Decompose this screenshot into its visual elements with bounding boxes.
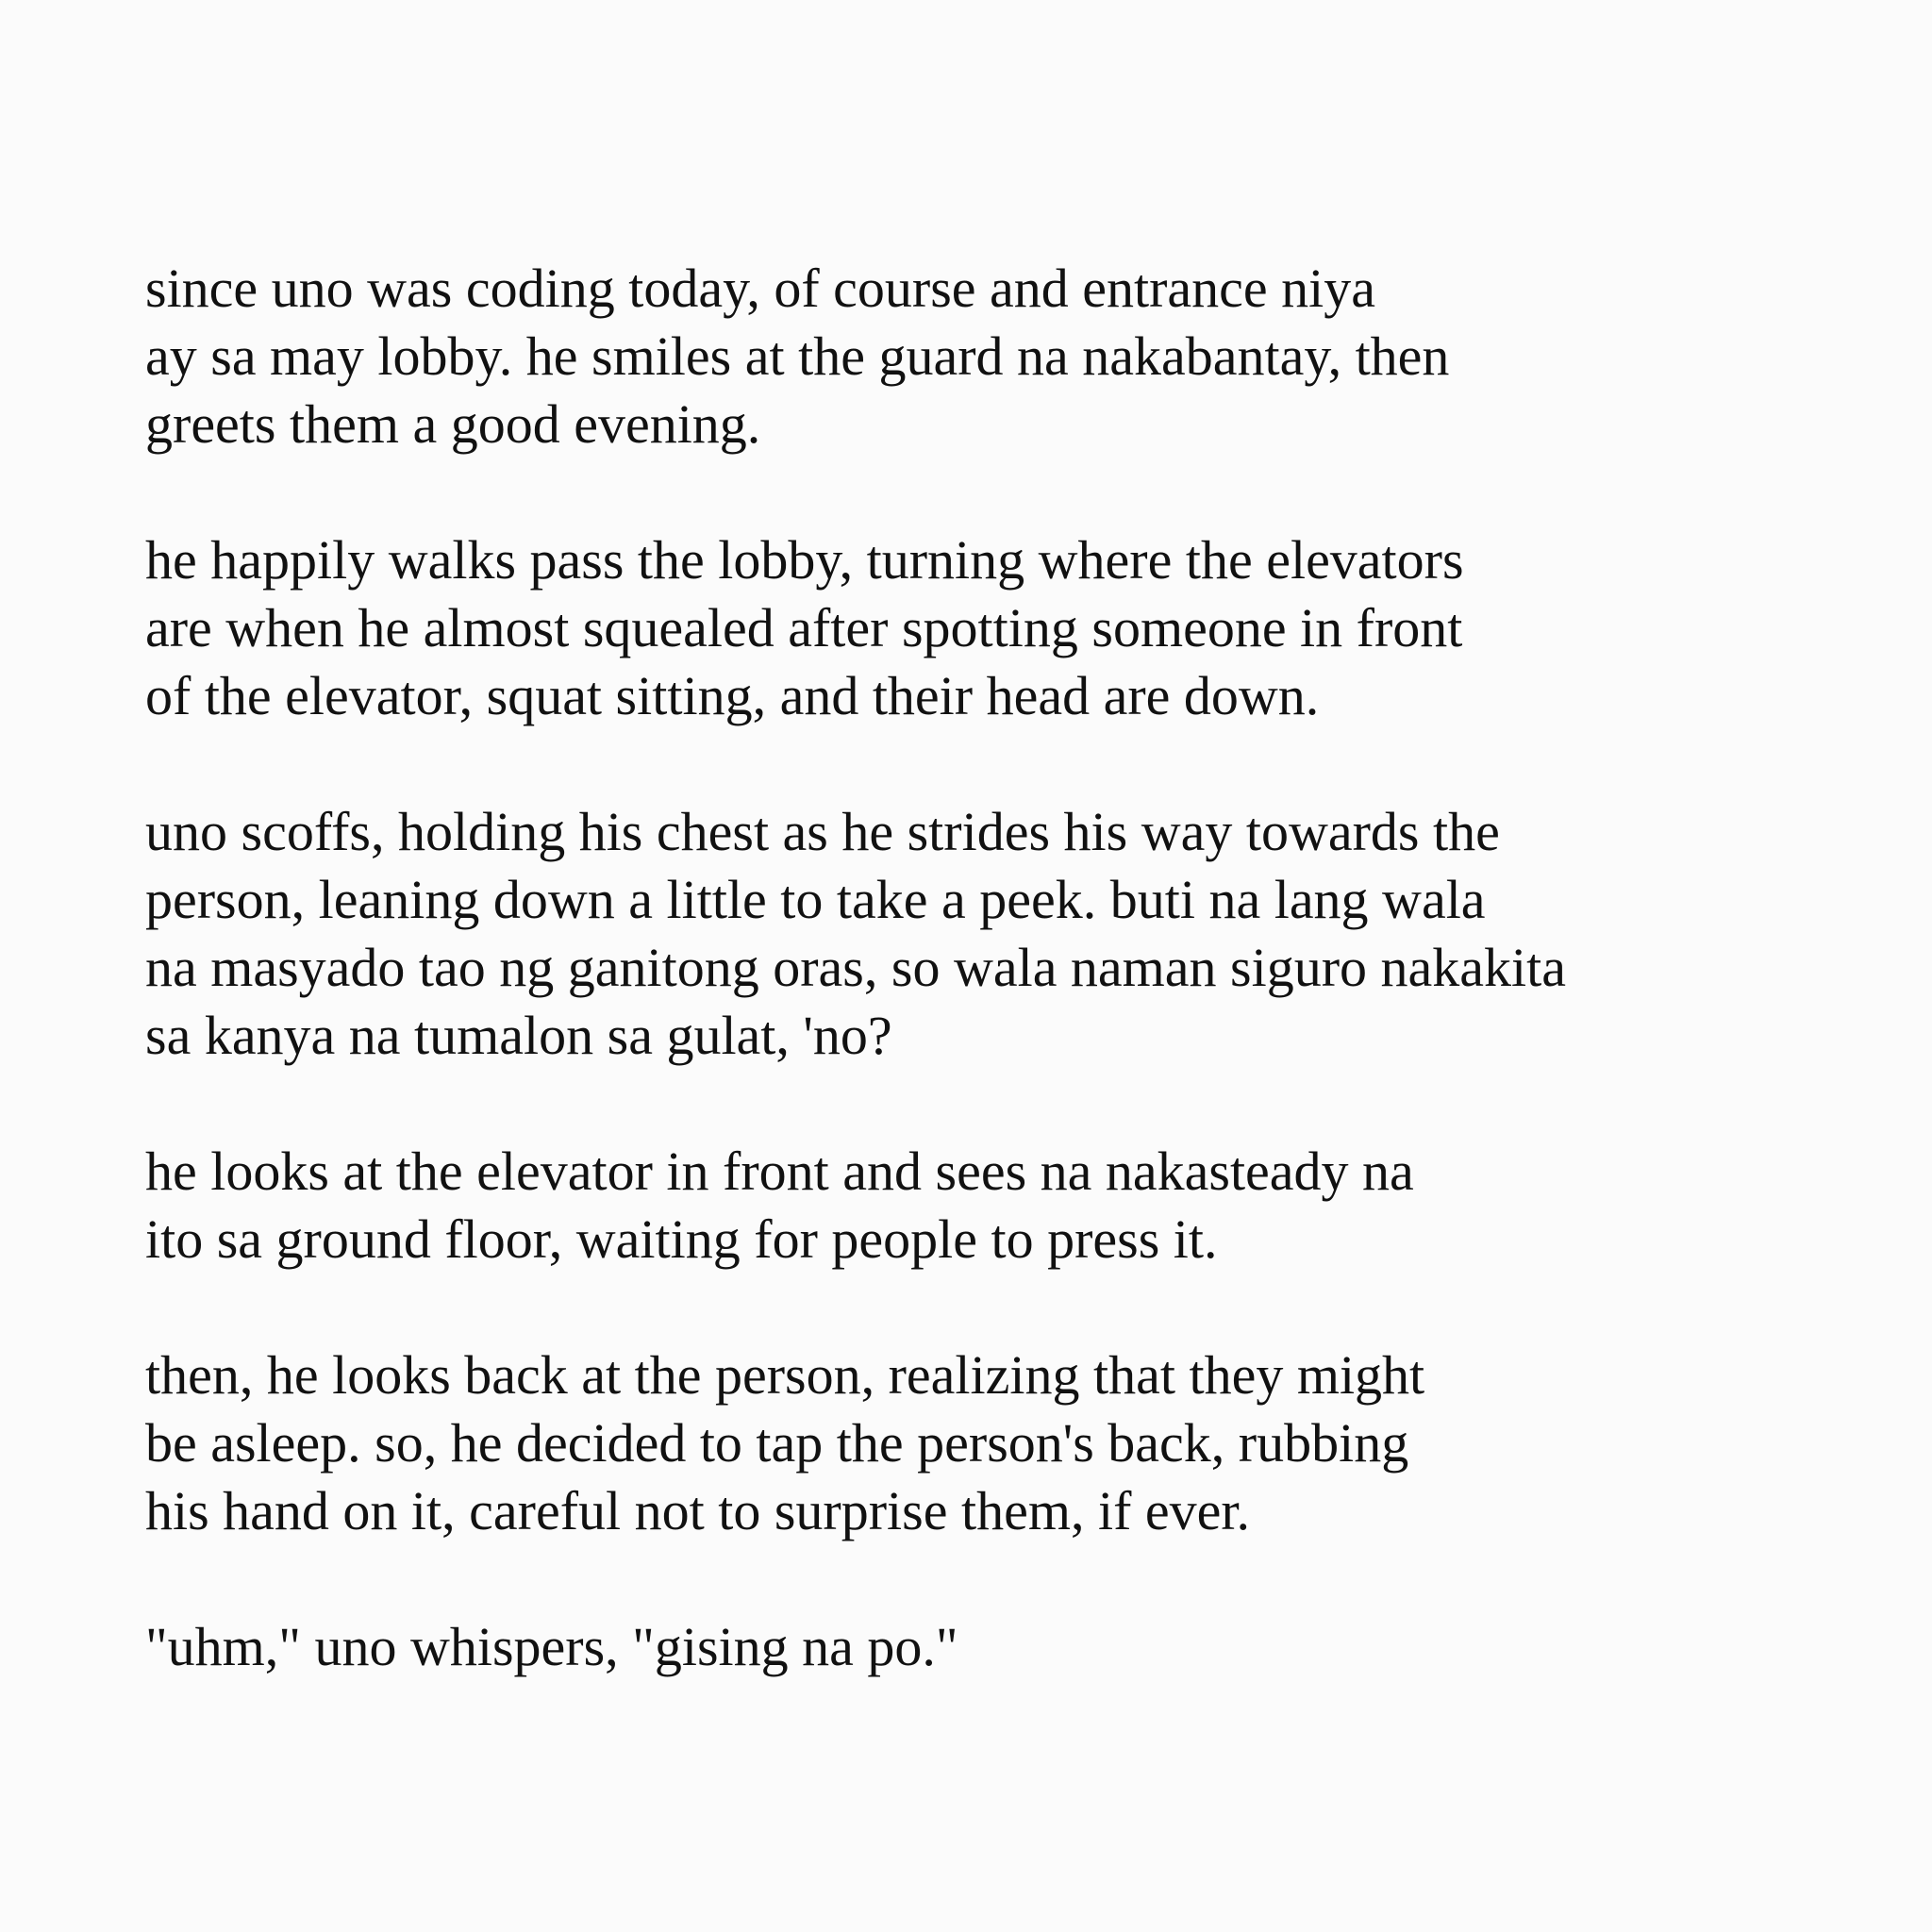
text-line: of the elevator, squat sitting, and their head are down. [145,665,1320,726]
text-line: be asleep. so, he decided to tap the person's back, rubbing [145,1412,1409,1474]
text-line: person, leaning down a little to take a peek. buti na lang wala [145,869,1486,930]
text-line: "uhm," uno whispers, "gising na po." [145,1616,958,1677]
paragraph-1 [145,255,1900,458]
paragraph-6 [145,1613,1900,1681]
text-line: are when he almost squealed after spotting someone in front [145,597,1463,658]
paragraph-2 [145,526,1900,730]
text-line: his hand on it, careful not to surprise them, if ever. [145,1480,1250,1541]
paragraph-4 [145,1138,1900,1274]
text-line: uno scoffs, holding his chest as he strides his way towards the [145,801,1500,862]
text-line: ay sa may lobby. he smiles at the guard na nakabantay, then [145,325,1450,387]
text-line: ito sa ground floor, waiting for people to press it. [145,1208,1218,1270]
text-line: na masyado tao ng ganitong oras, so wala naman siguro nakakita [145,937,1566,998]
text-line: he looks at the elevator in front and sees na nakasteady na [145,1141,1414,1202]
text-line: sa kanya na tumalon sa gulat, 'no? [145,1005,892,1066]
paragraph-3 [145,798,1900,1070]
text-line: greets them a good evening. [145,393,761,455]
text-line: he happily walks pass the lobby, turning where the elevators [145,529,1464,591]
story-text [145,255,1900,1749]
text-line: since uno was coding today, of course and entrance niya [145,258,1376,319]
text-line: then, he looks back at the person, realizing that they might [145,1344,1425,1406]
paragraph-5 [145,1341,1900,1545]
